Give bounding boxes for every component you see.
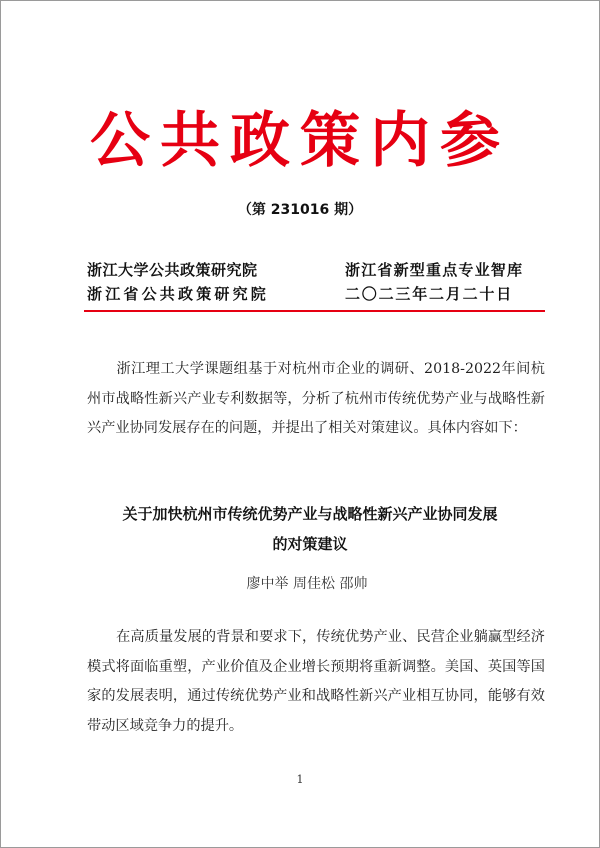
publisher-left-1: 浙江大学公共政策研究院 — [87, 261, 258, 279]
body-paragraph — [87, 623, 545, 741]
article-authors: 廖中举 周佳松 邵帅 — [246, 576, 368, 592]
intro-paragraph — [87, 355, 545, 444]
page-number: 1 — [296, 773, 304, 786]
article-title-line-1: 关于加快杭州市传统优势产业与战略性新兴产业协同发展 — [122, 505, 498, 523]
publish-date: 二〇二三年二月二十日 — [345, 285, 514, 303]
masthead-title: 公共政策内参 — [90, 106, 510, 176]
publisher-left-2: 浙江省公共政策研究院 — [87, 285, 270, 303]
header-divider — [84, 310, 545, 312]
article-title-line-2: 的对策建议 — [272, 535, 348, 553]
issue-number: （第 231016 期） — [237, 202, 363, 218]
body-text: 在高质量发展的背景和要求下，传统优势产业、民营企业躺赢型经济模式将面临重塑，产业价值及企业增长预期将重新调整。美国、英国等国家的发展表明，通过传统优势产业和战略性新兴产业相互协同，能够有效带动区域竞争力的提升。 — [87, 629, 545, 734]
publisher-right-1: 浙江省新型重点专业智库 — [345, 261, 524, 279]
intro-text: 浙江理工大学课题组基于对杭州市企业的调研、2018-2022年间杭州市战略性新兴产业专利数据等，分析了杭州市传统优势产业与战略性新兴产业协同发展存在的问题，并提出了相关对策建议。具体内容如下： — [87, 361, 545, 436]
